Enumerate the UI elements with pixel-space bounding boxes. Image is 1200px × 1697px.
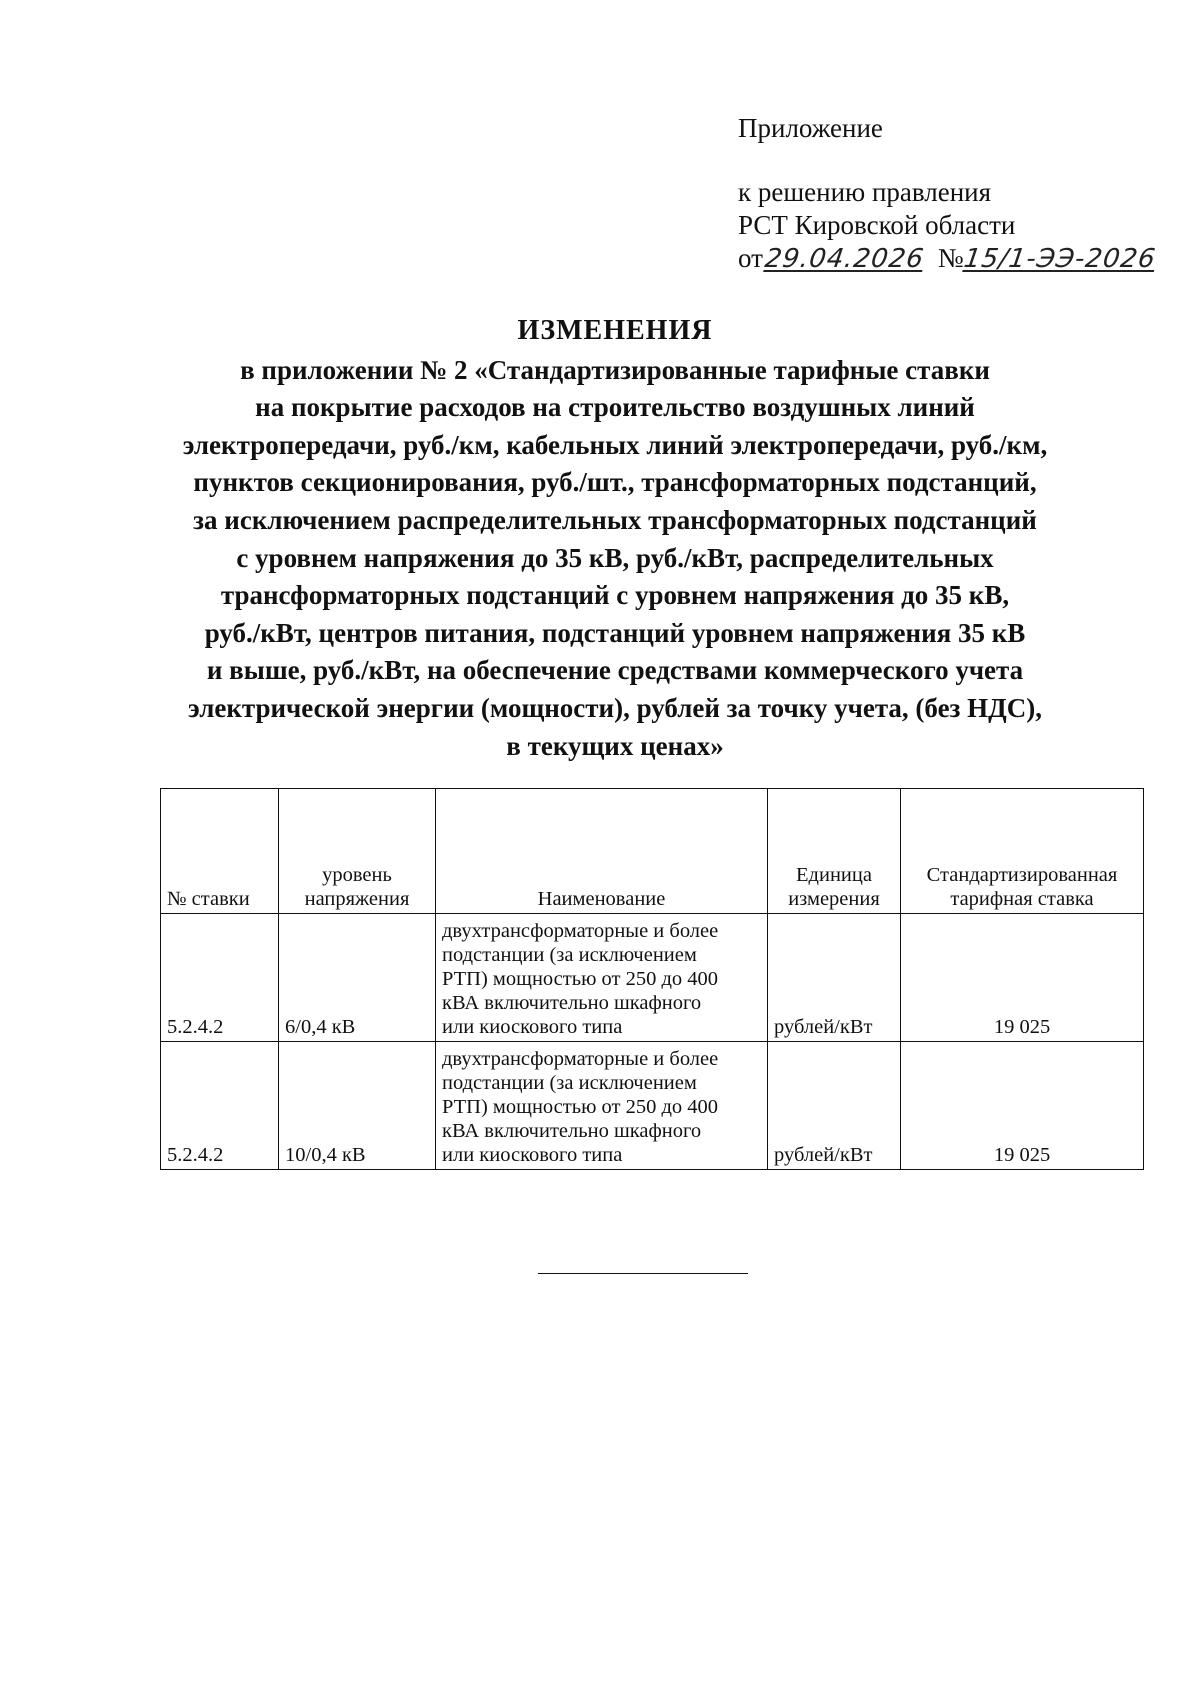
header-name: Наименование [436, 789, 768, 914]
cell-rate: 19 025 [901, 1042, 1144, 1170]
cell-name: двухтрансформаторные и более подстанции (за исключением РТП) мощностью от 250 до 400 кВА включительно шкафного или киоскового типа [436, 914, 768, 1042]
document-heading [160, 312, 1070, 765]
handwritten-date: 29.04.2026 [762, 244, 927, 274]
heading-line: в текущих ценах» [506, 730, 724, 761]
table-header-row [161, 789, 1144, 914]
appendix-block [738, 112, 1158, 276]
heading-line: руб./кВт, центров питания, подстанций уровнем напряжения 35 кВ [204, 617, 1026, 648]
cell-voltage: 6/0,4 кВ [279, 914, 436, 1042]
heading-line: с уровнем напряжения до 35 кВ, руб./кВт, распределительных [236, 542, 994, 573]
cell-unit: рублей/кВт [768, 1042, 901, 1170]
from-prefix: от [738, 243, 763, 273]
cell-voltage: 10/0,4 кВ [279, 1042, 436, 1170]
appendix-date-number-line [738, 242, 1158, 276]
cell-rate: 19 025 [901, 914, 1144, 1042]
cell-rate-no: 5.2.4.2 [161, 1042, 279, 1170]
heading-line: за исключением распределительных трансформаторных подстанций [193, 504, 1037, 535]
heading-line: и выше, руб./кВт, на обеспечение средствами коммерческого учета [206, 655, 1024, 686]
header-unit: Единица измерения [768, 789, 901, 914]
appendix-title: Приложение [738, 113, 883, 143]
rates-table [160, 788, 1144, 1170]
heading-line: пунктов секционирования, руб./шт., трансформаторных подстанций, [193, 467, 1037, 498]
table-row [161, 914, 1144, 1042]
heading-line: на покрытие расходов на строительство воздушных линий [255, 392, 975, 423]
heading-line: электрической энергии (мощности), рублей за точку учета, (без НДС), [188, 692, 1042, 723]
header-rate-no: № ставки [161, 789, 279, 914]
header-rate: Стандартизированная тарифная ставка [901, 789, 1144, 914]
table-row [161, 1042, 1144, 1170]
heading-line: трансформаторных подстанций с уровнем напряжения до 35 кВ, [220, 580, 1010, 611]
heading-line: электропередачи, руб./км, кабельных линий электропередачи, руб./км, [182, 429, 1048, 460]
handwritten-number: 15/1-ЭЭ-2026 [961, 244, 1158, 274]
header-voltage: уровень напряжения [279, 789, 436, 914]
heading-title: ИЗМЕНЕНИЯ [517, 315, 713, 346]
number-prefix: № [937, 243, 964, 273]
cell-unit: рублей/кВт [768, 914, 901, 1042]
end-divider [538, 1273, 748, 1274]
cell-rate-no: 5.2.4.2 [161, 914, 279, 1042]
heading-line: в приложении № 2 «Стандартизированные тарифные ставки [240, 354, 990, 385]
appendix-decision-line: к решению правления [738, 177, 992, 207]
appendix-authority-line: РСТ Кировской области [738, 210, 1016, 240]
cell-name: двухтрансформаторные и более подстанции (за исключением РТП) мощностью от 250 до 400 кВА включительно шкафного или киоскового типа [436, 1042, 768, 1170]
